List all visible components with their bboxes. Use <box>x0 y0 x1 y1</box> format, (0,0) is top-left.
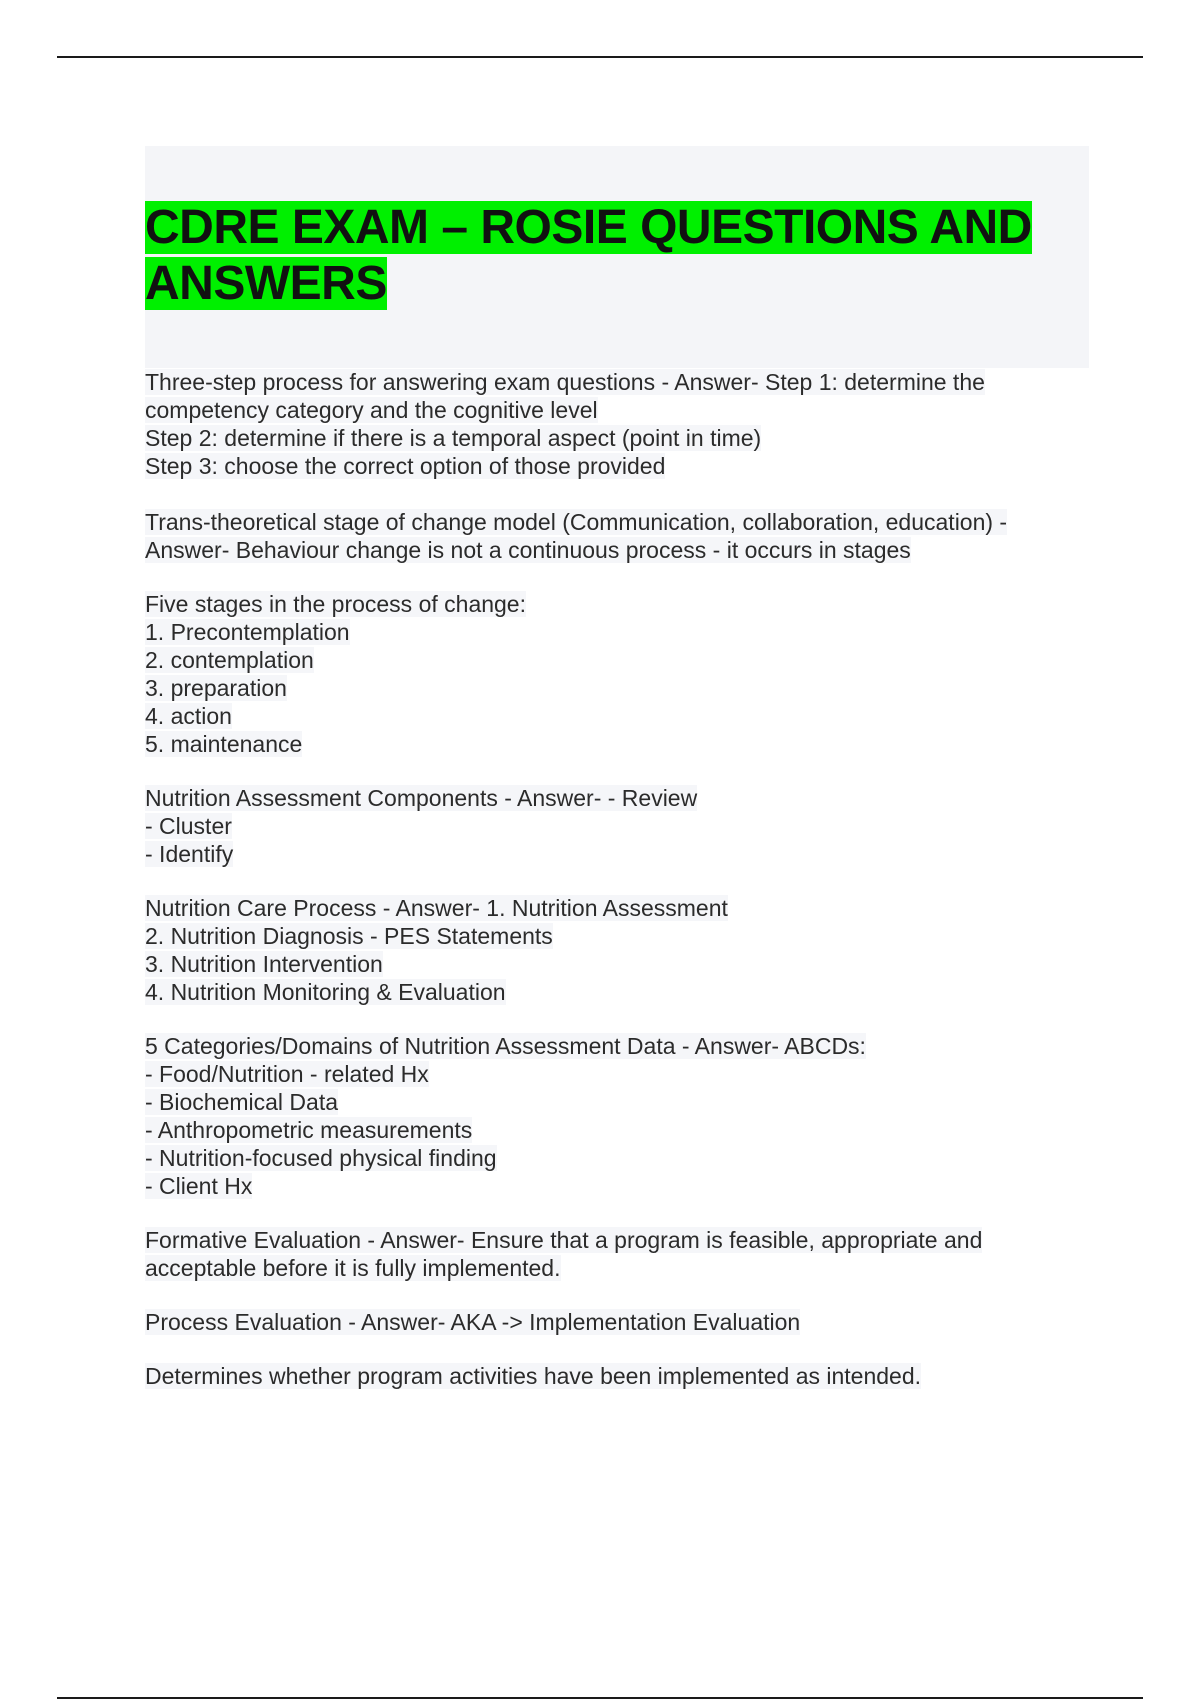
qa-line <box>145 1088 1095 1116</box>
qa-line <box>145 1172 1095 1200</box>
qa-line-text: 4. Nutrition Monitoring & Evaluation <box>145 979 506 1005</box>
qa-line <box>145 1308 1095 1336</box>
qa-block <box>145 1362 1095 1390</box>
qa-line-text: 4. action <box>145 703 232 729</box>
qa-line <box>145 590 1095 618</box>
qa-line-text: - Nutrition-focused physical finding <box>145 1145 497 1171</box>
qa-line <box>145 978 1095 1006</box>
top-rule <box>57 56 1143 58</box>
qa-line-text: Step 2: determine if there is a temporal aspect (point in time) <box>145 425 762 451</box>
qa-line-text: - Client Hx <box>145 1173 253 1199</box>
qa-line <box>145 646 1095 674</box>
qa-line-text: Process Evaluation - Answer- AKA -> Implementation Evaluation <box>145 1309 801 1335</box>
qa-line-text: Determines whether program activities have been implemented as intended. <box>145 1363 922 1389</box>
qa-line-text: Formative Evaluation - Answer- Ensure that a program is feasible, appropriate and <box>145 1227 983 1253</box>
qa-line <box>145 508 1095 536</box>
qa-line-text: - Biochemical Data <box>145 1089 339 1115</box>
qa-line-text: - Cluster <box>145 813 232 839</box>
qa-line <box>145 950 1095 978</box>
qa-line-text: - Food/Nutrition - related Hx <box>145 1061 429 1087</box>
qa-line-text: Nutrition Care Process - Answer- 1. Nutrition Assessment <box>145 895 728 921</box>
document-title <box>145 200 1089 312</box>
qa-line <box>145 1060 1095 1088</box>
qa-line-text: 3. preparation <box>145 675 287 701</box>
qa-line <box>145 894 1095 922</box>
title-line-1: CDRE EXAM – ROSIE QUESTIONS AND <box>145 201 1032 254</box>
qa-line <box>145 784 1095 812</box>
qa-line <box>145 396 1095 424</box>
qa-block <box>145 784 1095 868</box>
qa-line-text: - Anthropometric measurements <box>145 1117 473 1143</box>
qa-line <box>145 618 1095 646</box>
bottom-rule <box>57 1697 1143 1699</box>
qa-block <box>145 1032 1095 1200</box>
qa-line-text: 2. contemplation <box>145 647 314 673</box>
qa-line-text: 3. Nutrition Intervention <box>145 951 383 977</box>
qa-line-text: competency category and the cognitive level <box>145 397 598 423</box>
qa-line <box>145 1362 1095 1390</box>
qa-line-text: 5. maintenance <box>145 731 303 757</box>
qa-line-text: 1. Precontemplation <box>145 619 350 645</box>
qa-line <box>145 424 1095 452</box>
qa-line <box>145 702 1095 730</box>
qa-line <box>145 812 1095 840</box>
qa-line-text: Step 3: choose the correct option of those provided <box>145 453 666 479</box>
qa-line <box>145 922 1095 950</box>
qa-line <box>145 840 1095 868</box>
qa-block <box>145 508 1095 564</box>
qa-line-text: Five stages in the process of change: <box>145 591 526 617</box>
qa-line-text: 5 Categories/Domains of Nutrition Assessment Data - Answer- ABCDs: <box>145 1033 866 1059</box>
qa-line <box>145 1144 1095 1172</box>
qa-line-text: - Identify <box>145 841 234 867</box>
qa-block <box>145 590 1095 758</box>
qa-line-text: Trans-theoretical stage of change model (Communication, collaboration, education) - <box>145 509 1008 535</box>
qa-block <box>145 368 1095 480</box>
qa-line <box>145 730 1095 758</box>
qa-line <box>145 1116 1095 1144</box>
qa-line-text: Answer- Behaviour change is not a continuous process - it occurs in stages <box>145 537 911 563</box>
qa-line <box>145 674 1095 702</box>
qa-line <box>145 536 1095 564</box>
qa-block <box>145 1226 1095 1282</box>
qa-line <box>145 452 1095 480</box>
qa-line <box>145 1254 1095 1282</box>
qa-line <box>145 1226 1095 1254</box>
qa-content <box>145 368 1095 1416</box>
title-line-2: ANSWERS <box>145 257 387 310</box>
qa-line <box>145 368 1095 396</box>
qa-line-text: acceptable before it is fully implemented. <box>145 1255 561 1281</box>
qa-line-text: 2. Nutrition Diagnosis - PES Statements <box>145 923 553 949</box>
qa-line <box>145 1032 1095 1060</box>
qa-block <box>145 894 1095 1006</box>
qa-line-text: Three-step process for answering exam questions - Answer- Step 1: determine the <box>145 369 985 395</box>
qa-block <box>145 1308 1095 1336</box>
qa-line-text: Nutrition Assessment Components - Answer- - Review <box>145 785 698 811</box>
